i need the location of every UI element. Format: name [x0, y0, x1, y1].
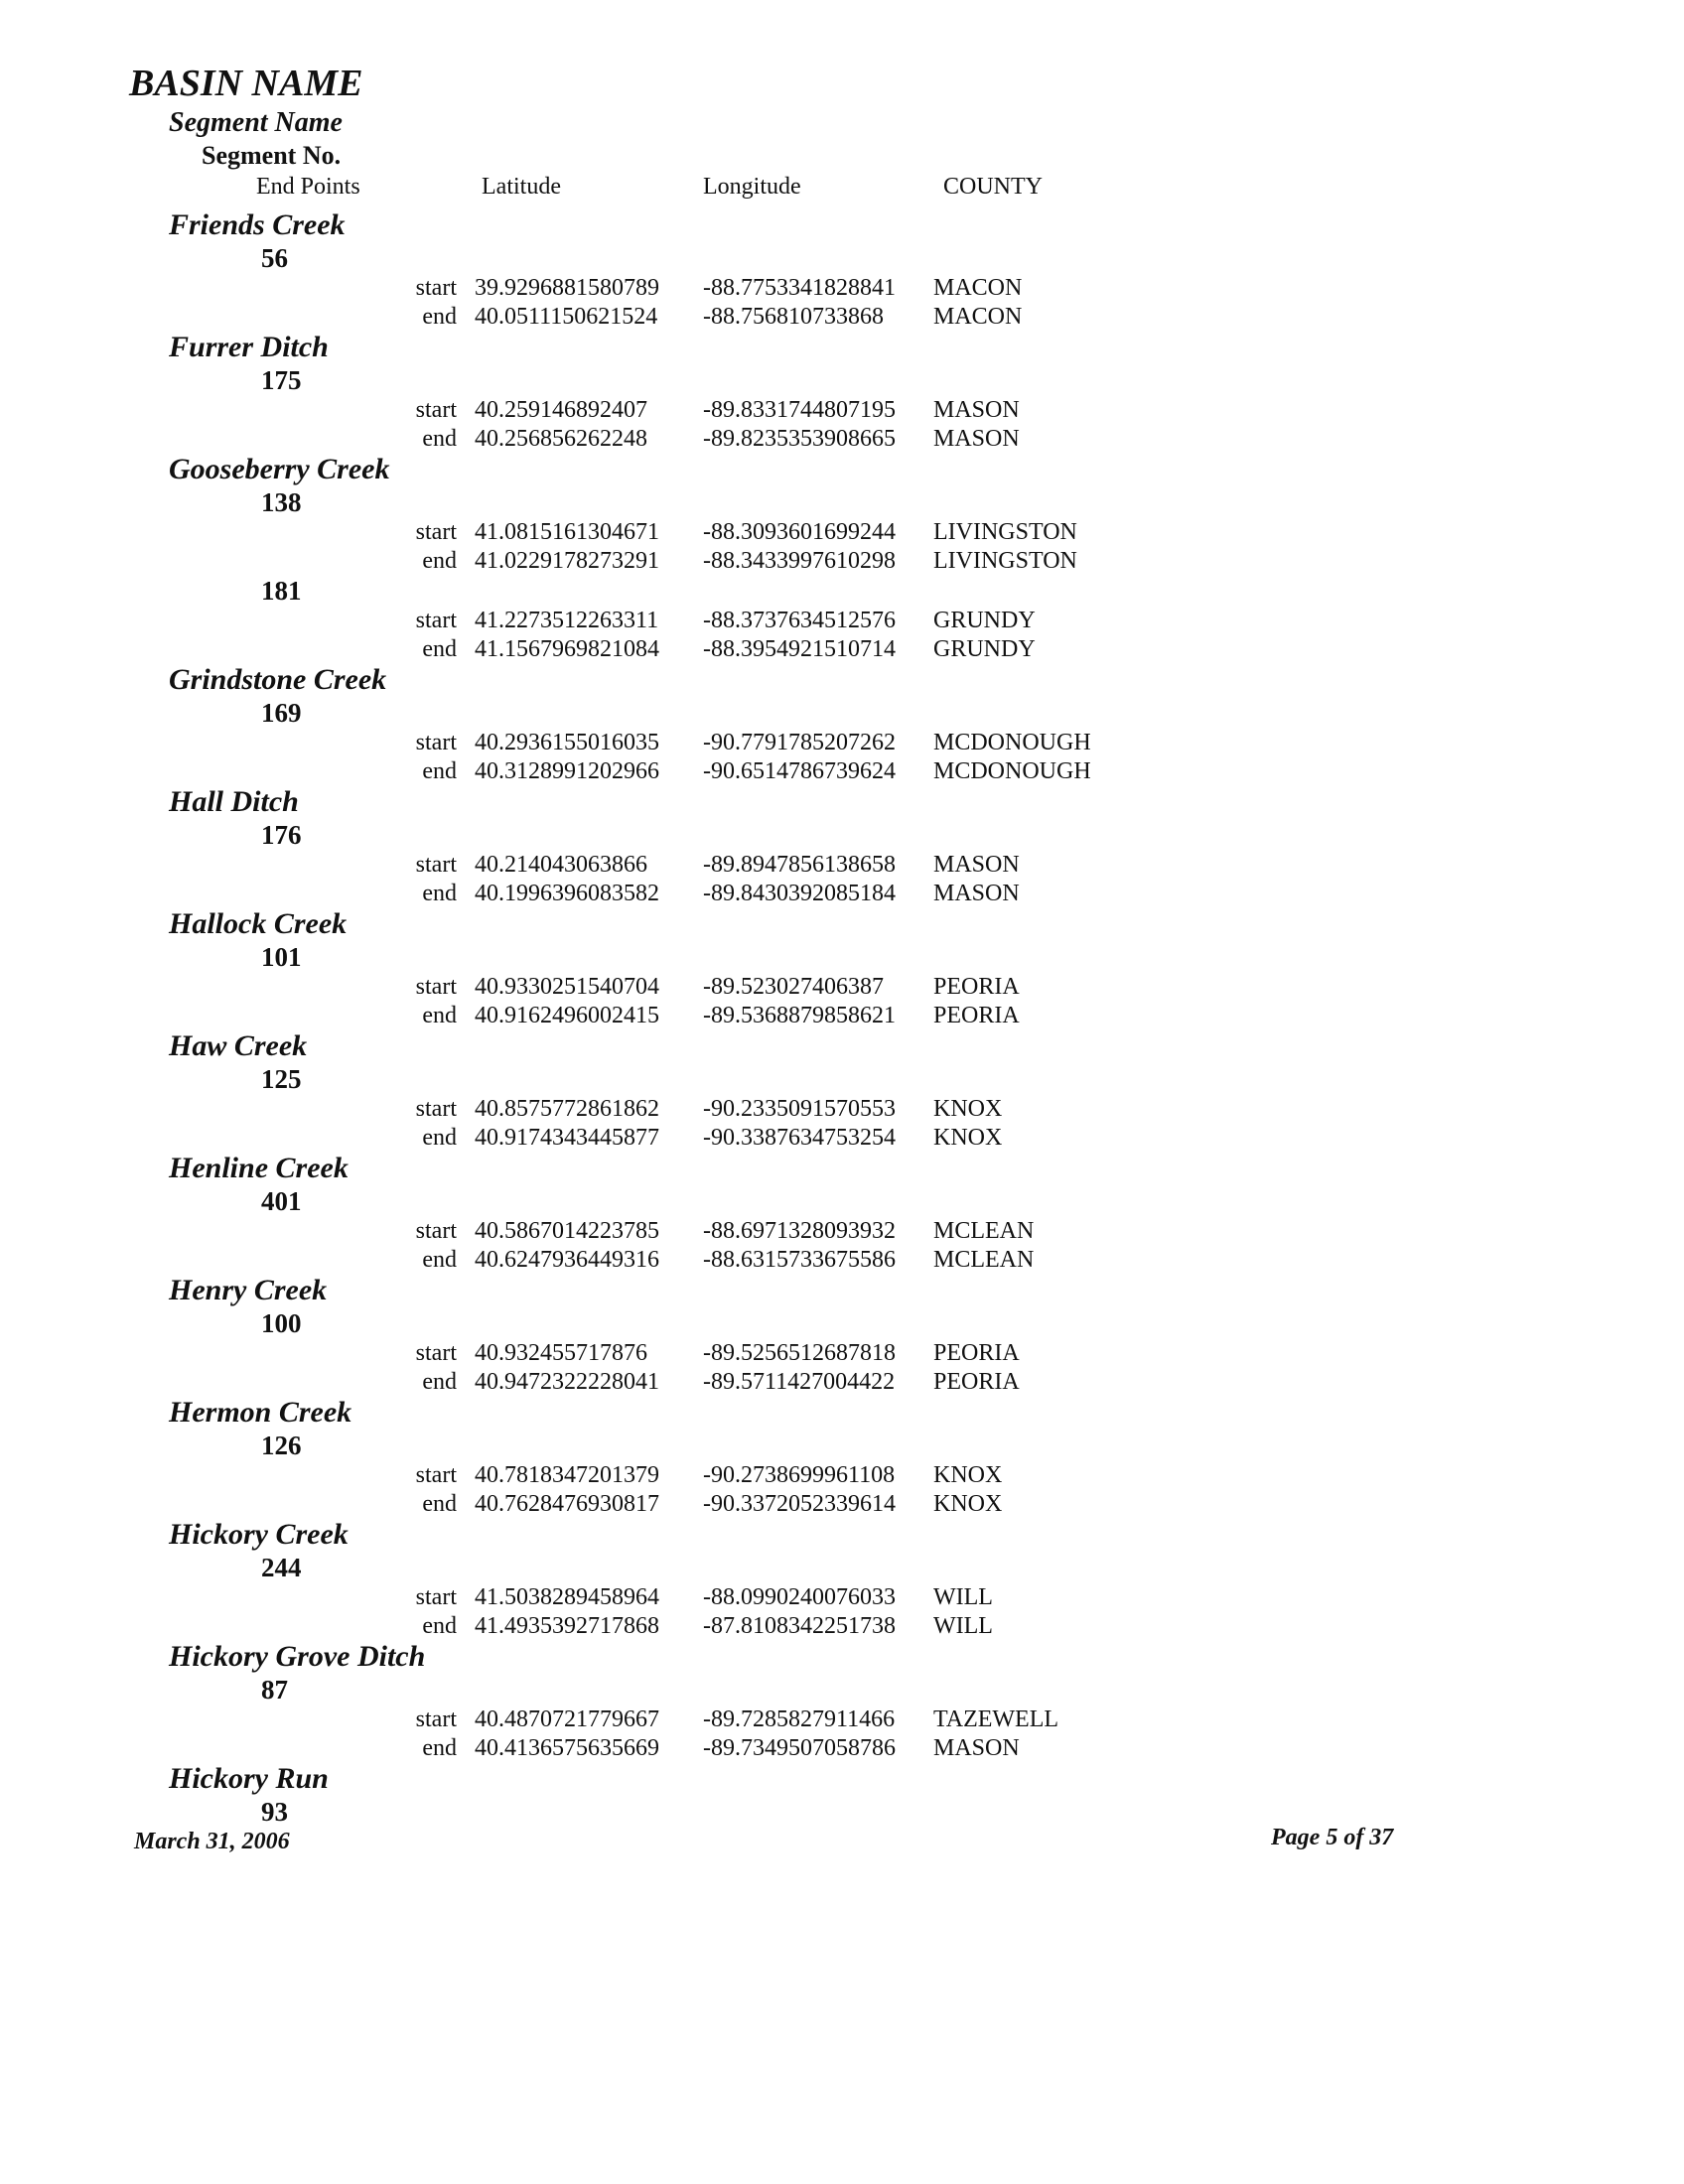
segment-number-group [0, 941, 1684, 1029]
county-value: WILL [933, 1612, 993, 1639]
segment-entry [0, 1640, 1684, 1762]
longitude-value: -87.8108342251738 [703, 1612, 896, 1639]
longitude-value: -88.756810733868 [703, 303, 884, 330]
longitude-value: -89.523027406387 [703, 974, 884, 1000]
latitude-value: 40.2936155016035 [475, 730, 659, 755]
segment-number-group [0, 1430, 1684, 1518]
latitude-value: 41.2273512263311 [475, 608, 659, 633]
segment-name: Hallock Creek [169, 907, 348, 940]
end-point-row [0, 1734, 1684, 1763]
latitude-value: 40.9472322228041 [475, 1368, 659, 1395]
end-point-label: end [422, 1368, 457, 1395]
segment-number-group [0, 242, 1684, 331]
segment-number-group [0, 1185, 1684, 1274]
county-value: MCDONOUGH [933, 730, 1091, 755]
end-point-label: start [415, 1340, 457, 1366]
latitude-value: 40.9162496002415 [475, 1002, 659, 1028]
county-value: MCDONOUGH [933, 757, 1091, 784]
end-point-label: start [415, 1584, 457, 1610]
end-point-label: start [415, 608, 457, 633]
longitude-value: -89.7349507058786 [703, 1734, 896, 1761]
latitude-value: 40.0511150621524 [475, 303, 658, 330]
end-points-column-header: End Points [256, 174, 360, 200]
longitude-value: -89.8235353908665 [703, 425, 896, 452]
end-point-label: end [422, 1246, 457, 1273]
latitude-value: 40.214043063866 [475, 852, 647, 878]
end-point-row [0, 1217, 1684, 1246]
latitude-value: 40.9330251540704 [475, 974, 659, 1000]
segment-number: 176 [261, 820, 302, 850]
segment-name: Gooseberry Creek [169, 453, 390, 485]
longitude-value: -89.8430392085184 [703, 880, 896, 906]
county-value: LIVINGSTON [933, 519, 1077, 545]
segment-entry [0, 1396, 1684, 1518]
segment-entry [0, 1029, 1684, 1152]
longitude-value: -88.6315733675586 [703, 1246, 896, 1273]
end-point-label: start [415, 519, 457, 545]
end-point-row [0, 1706, 1684, 1734]
county-value: MASON [933, 1734, 1020, 1761]
end-point-label: end [422, 1002, 457, 1028]
latitude-value: 40.5867014223785 [475, 1218, 659, 1244]
county-value: GRUNDY [933, 608, 1036, 633]
end-point-label: end [422, 425, 457, 452]
segment-number-group [0, 1307, 1684, 1396]
segment-entry [0, 331, 1684, 453]
county-value: MASON [933, 852, 1020, 878]
segment-number-group [0, 1674, 1684, 1762]
segment-number: 56 [261, 243, 288, 273]
end-point-row [0, 425, 1684, 454]
county-value: PEORIA [933, 1368, 1020, 1395]
segment-number: 244 [261, 1553, 302, 1582]
county-value: PEORIA [933, 1002, 1020, 1028]
segment-name: Hall Ditch [169, 785, 299, 818]
segment-entry [0, 453, 1684, 663]
segment-list [0, 208, 1684, 1828]
segment-entry [0, 208, 1684, 331]
latitude-column-header: Latitude [482, 174, 561, 200]
county-value: KNOX [933, 1124, 1003, 1151]
latitude-value: 39.9296881580789 [475, 275, 659, 301]
segment-number: 175 [261, 365, 302, 395]
segment-number-group [0, 697, 1684, 785]
end-point-label: end [422, 303, 457, 330]
latitude-value: 41.0229178273291 [475, 547, 659, 574]
longitude-value: -88.0990240076033 [703, 1584, 896, 1610]
longitude-value: -88.3737634512576 [703, 608, 896, 633]
latitude-value: 40.6247936449316 [475, 1246, 659, 1273]
segment-number: 126 [261, 1431, 302, 1460]
county-value: TAZEWELL [933, 1706, 1059, 1732]
longitude-value: -90.7791785207262 [703, 730, 896, 755]
segment-number-group [0, 1063, 1684, 1152]
segment-number: 101 [261, 942, 302, 972]
latitude-value: 40.4870721779667 [475, 1706, 659, 1732]
footer-date: March 31, 2006 [134, 1829, 290, 1854]
segment-number-group [0, 486, 1684, 575]
segment-entry [0, 1274, 1684, 1396]
segment-number-group [0, 1796, 1684, 1828]
end-point-label: end [422, 1124, 457, 1151]
latitude-value: 40.3128991202966 [475, 757, 659, 784]
latitude-value: 40.8575772861862 [475, 1096, 659, 1122]
segment-number-group [0, 1552, 1684, 1640]
longitude-value: -90.2335091570553 [703, 1096, 896, 1122]
end-point-label: end [422, 1734, 457, 1761]
end-point-label: end [422, 547, 457, 574]
county-value: MCLEAN [933, 1218, 1035, 1244]
segment-number: 181 [261, 576, 302, 606]
segment-name: Hickory Creek [169, 1518, 349, 1551]
segment-name-header: Segment Name [169, 107, 343, 138]
end-point-row [0, 973, 1684, 1002]
county-value: MASON [933, 880, 1020, 906]
end-point-label: end [422, 635, 457, 662]
end-point-row [0, 1490, 1684, 1519]
end-point-label: start [415, 852, 457, 878]
segment-number: 401 [261, 1186, 302, 1216]
segment-number: 125 [261, 1064, 302, 1094]
county-value: WILL [933, 1584, 993, 1610]
county-value: PEORIA [933, 974, 1020, 1000]
latitude-value: 41.1567969821084 [475, 635, 659, 662]
latitude-value: 40.1996396083582 [475, 880, 659, 906]
longitude-column-header: Longitude [703, 174, 801, 200]
segment-number: 93 [261, 1797, 288, 1827]
end-point-row [0, 1339, 1684, 1368]
end-point-label: start [415, 1218, 457, 1244]
longitude-value: -89.7285827911466 [703, 1706, 896, 1732]
county-value: LIVINGSTON [933, 547, 1077, 574]
segment-number: 100 [261, 1308, 302, 1338]
segment-name: Hickory Run [169, 1762, 329, 1795]
segment-number: 87 [261, 1675, 288, 1705]
county-value: GRUNDY [933, 635, 1036, 662]
county-value: MCLEAN [933, 1246, 1035, 1273]
segment-name: Henry Creek [169, 1274, 328, 1306]
end-point-label: start [415, 275, 457, 301]
latitude-value: 40.9174343445877 [475, 1124, 659, 1151]
segment-name: Hermon Creek [169, 1396, 352, 1429]
end-point-label: end [422, 880, 457, 906]
end-point-row [0, 1002, 1684, 1030]
end-point-row [0, 1583, 1684, 1612]
segment-entry [0, 907, 1684, 1029]
end-point-row [0, 303, 1684, 332]
longitude-value: -88.6971328093932 [703, 1218, 896, 1244]
longitude-value: -88.7753341828841 [703, 275, 896, 301]
longitude-value: -89.8947856138658 [703, 852, 896, 878]
end-point-row [0, 396, 1684, 425]
county-value: MASON [933, 397, 1020, 423]
longitude-value: -88.3954921510714 [703, 635, 896, 662]
segment-number-group [0, 819, 1684, 907]
longitude-value: -89.5711427004422 [703, 1368, 896, 1395]
county-column-header: COUNTY [943, 174, 1043, 200]
latitude-value: 40.932455717876 [475, 1340, 647, 1366]
segment-entry [0, 785, 1684, 907]
latitude-value: 40.7628476930817 [475, 1490, 659, 1517]
latitude-value: 40.259146892407 [475, 397, 647, 423]
county-value: MACON [933, 303, 1023, 330]
segment-name: Henline Creek [169, 1152, 349, 1184]
end-point-row [0, 757, 1684, 786]
end-point-label: end [422, 757, 457, 784]
longitude-value: -89.5368879858621 [703, 1002, 896, 1028]
segment-number: 169 [261, 698, 302, 728]
end-point-row [0, 880, 1684, 908]
segment-number-group [0, 364, 1684, 453]
latitude-value: 41.0815161304671 [475, 519, 659, 545]
segment-entry [0, 1152, 1684, 1274]
end-point-label: start [415, 730, 457, 755]
segment-name: Hickory Grove Ditch [169, 1640, 426, 1673]
latitude-value: 40.256856262248 [475, 425, 647, 452]
county-value: MACON [933, 275, 1023, 301]
county-value: PEORIA [933, 1340, 1020, 1366]
longitude-value: -90.2738699961108 [703, 1462, 896, 1488]
end-point-label: end [422, 1612, 457, 1639]
segment-entry [0, 1762, 1684, 1828]
longitude-value: -88.3093601699244 [703, 519, 896, 545]
end-point-label: start [415, 1462, 457, 1488]
segment-number-group [0, 575, 1684, 663]
longitude-value: -90.3372052339614 [703, 1490, 896, 1517]
end-point-row [0, 1124, 1684, 1153]
segment-name: Friends Creek [169, 208, 346, 241]
end-point-row [0, 274, 1684, 303]
end-point-row [0, 518, 1684, 547]
county-value: KNOX [933, 1462, 1003, 1488]
longitude-value: -89.5256512687818 [703, 1340, 896, 1366]
longitude-value: -88.3433997610298 [703, 547, 896, 574]
county-value: KNOX [933, 1096, 1003, 1122]
end-point-label: start [415, 1706, 457, 1732]
basin-name-header: BASIN NAME [129, 63, 363, 104]
latitude-value: 40.7818347201379 [475, 1462, 659, 1488]
end-point-row [0, 1461, 1684, 1490]
segment-name: Haw Creek [169, 1029, 308, 1062]
longitude-value: -89.8331744807195 [703, 397, 896, 423]
end-point-label: start [415, 1096, 457, 1122]
longitude-value: -90.6514786739624 [703, 757, 896, 784]
longitude-value: -90.3387634753254 [703, 1124, 896, 1151]
end-point-row [0, 607, 1684, 635]
segment-number: 138 [261, 487, 302, 517]
segment-name: Furrer Ditch [169, 331, 329, 363]
segment-no-header: Segment No. [202, 141, 342, 170]
end-point-label: start [415, 974, 457, 1000]
end-point-row [0, 1246, 1684, 1275]
end-point-row [0, 635, 1684, 664]
end-point-row [0, 729, 1684, 757]
end-point-row [0, 1368, 1684, 1397]
county-value: KNOX [933, 1490, 1003, 1517]
footer-page-number: Page 5 of 37 [1271, 1825, 1394, 1850]
latitude-value: 41.4935392717868 [475, 1612, 659, 1639]
segment-entry [0, 663, 1684, 785]
end-point-row [0, 851, 1684, 880]
county-value: MASON [933, 425, 1020, 452]
end-point-row [0, 1095, 1684, 1124]
latitude-value: 40.4136575635669 [475, 1734, 659, 1761]
end-point-label: start [415, 397, 457, 423]
segment-entry [0, 1518, 1684, 1640]
latitude-value: 41.5038289458964 [475, 1584, 659, 1610]
end-point-row [0, 547, 1684, 576]
segment-name: Grindstone Creek [169, 663, 387, 696]
end-point-label: end [422, 1490, 457, 1517]
end-point-row [0, 1612, 1684, 1641]
